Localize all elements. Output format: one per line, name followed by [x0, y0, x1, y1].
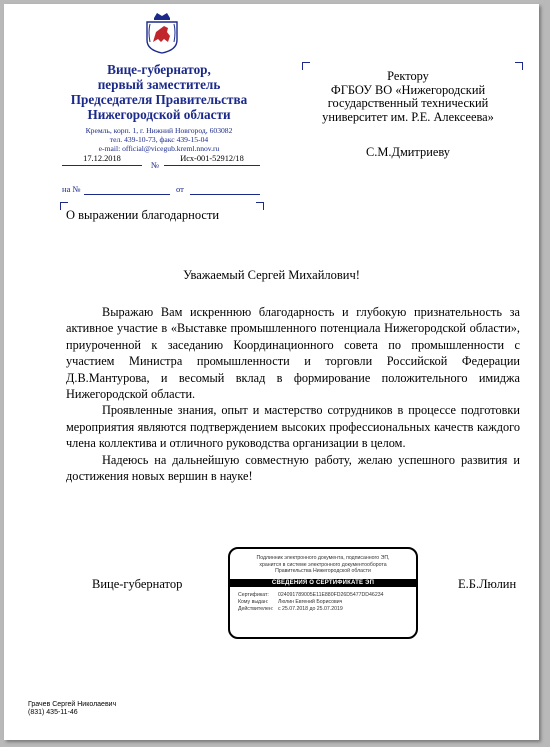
subject-corner: [256, 202, 264, 210]
stamp-row: [230, 599, 416, 606]
body-paragraph: Надеюсь на дальнейшую совместную работу, желаю успешного развития и достижения новых вершин в науке!: [66, 452, 520, 484]
recipient-corner: [515, 62, 523, 70]
ref-date-label: от: [176, 184, 184, 194]
signatory-name: Е.Б.Люлин: [458, 577, 517, 591]
stamp-header-line: Правительства Нижегородской области: [275, 568, 371, 575]
stamp-title: СВЕДЕНИЯ О СЕРТИФИКАТЕ ЭП: [230, 579, 416, 588]
sender-line: первый заместитель: [97, 77, 221, 92]
stamp-row: [230, 592, 416, 599]
coat-of-arms-icon: [144, 12, 180, 54]
stamp-row-value: 024091789005E11E880FD26D5477DD46234: [278, 592, 384, 599]
letter-date: 17.12.2018: [83, 154, 121, 163]
stamp-header-line: хранится в системе электронного документооборота: [259, 561, 387, 568]
recipient-line: университет им. Р.Е. Алексеева»: [322, 109, 494, 124]
e-signature-stamp: [228, 547, 418, 639]
stamp-details: [230, 592, 416, 612]
recipient-block: [294, 70, 522, 124]
number-underline: [164, 165, 260, 166]
ref-date-underline: [190, 194, 260, 195]
letter-subject: О выражении благодарности: [66, 208, 220, 222]
stamp-row-key: Сертификат:: [238, 592, 269, 599]
ref-number-label: на №: [62, 184, 81, 194]
executor-name: Грачев Сергей Николаевич: [28, 701, 117, 708]
letter-body: [66, 304, 520, 484]
recipient-name: С.М.Дмитриеву: [366, 145, 450, 159]
greeting: Уважаемый Сергей Михайлович!: [183, 268, 360, 282]
stamp-row-value: с 25.07.2018 до 25.07.2019: [278, 605, 343, 612]
stamp-row: [230, 606, 416, 613]
sender-title: [64, 62, 254, 122]
sender-line: Председателя Правительства: [70, 92, 248, 107]
stamp-row-value: Люлин Евгений Борисович: [278, 598, 343, 605]
signatory-position: Вице-губернатор: [92, 577, 183, 591]
outgoing-number: Исх-001-52912/18: [180, 154, 244, 163]
sender-email: e-mail: official@vicegub.kreml.nnov.ru: [98, 144, 220, 153]
document-page: [4, 4, 539, 740]
stamp-header-line: Подлинник электронного документа, подписанного ЭП,: [256, 555, 390, 561]
sender-contacts: [64, 126, 254, 153]
sender-line: Нижегородской области: [87, 107, 231, 122]
body-paragraph: Выражаю Вам искреннюю благодарность и глубокую признательность за активное участие в «Выставке промышленного потенциала Нижегородской области», приуроченной к заседанию Координационного совета по промышленности с участием Министра промышленности и торговли Российской Федерации Д.В.Мантурова, и весомый вклад в формирование положительного имиджа Нижегородской области.: [66, 305, 520, 402]
number-sign: №: [151, 160, 160, 170]
sender-line: Вице-губернатор,: [107, 62, 211, 77]
recipient-line: Ректору: [387, 69, 429, 83]
stamp-row-key: Действителен:: [238, 605, 274, 612]
recipient-corner: [302, 62, 310, 70]
executor-phone: (831) 435-11-46: [28, 709, 78, 716]
sender-phone: тел. 439-10-73, факс 439-15-04: [109, 135, 209, 144]
recipient-line: ФГБОУ ВО «Нижегородский: [330, 82, 486, 97]
stamp-header: [230, 555, 416, 575]
ref-number-underline: [84, 194, 170, 195]
body-paragraph: Проявленные знания, опыт и мастерство сотрудников в процессе подготовки мероприятия являются подтверждением высоких профессиональных качеств каждого члена коллектива и отличного руководства организации в целом.: [66, 403, 520, 451]
stamp-row-key: Кому выдан:: [238, 598, 269, 605]
executor-info: [28, 701, 116, 717]
sender-address: Кремль, корп. 1, г. Нижний Новгород, 603082: [85, 126, 233, 135]
recipient-line: государственный технический: [327, 96, 489, 110]
date-underline: [62, 165, 142, 166]
